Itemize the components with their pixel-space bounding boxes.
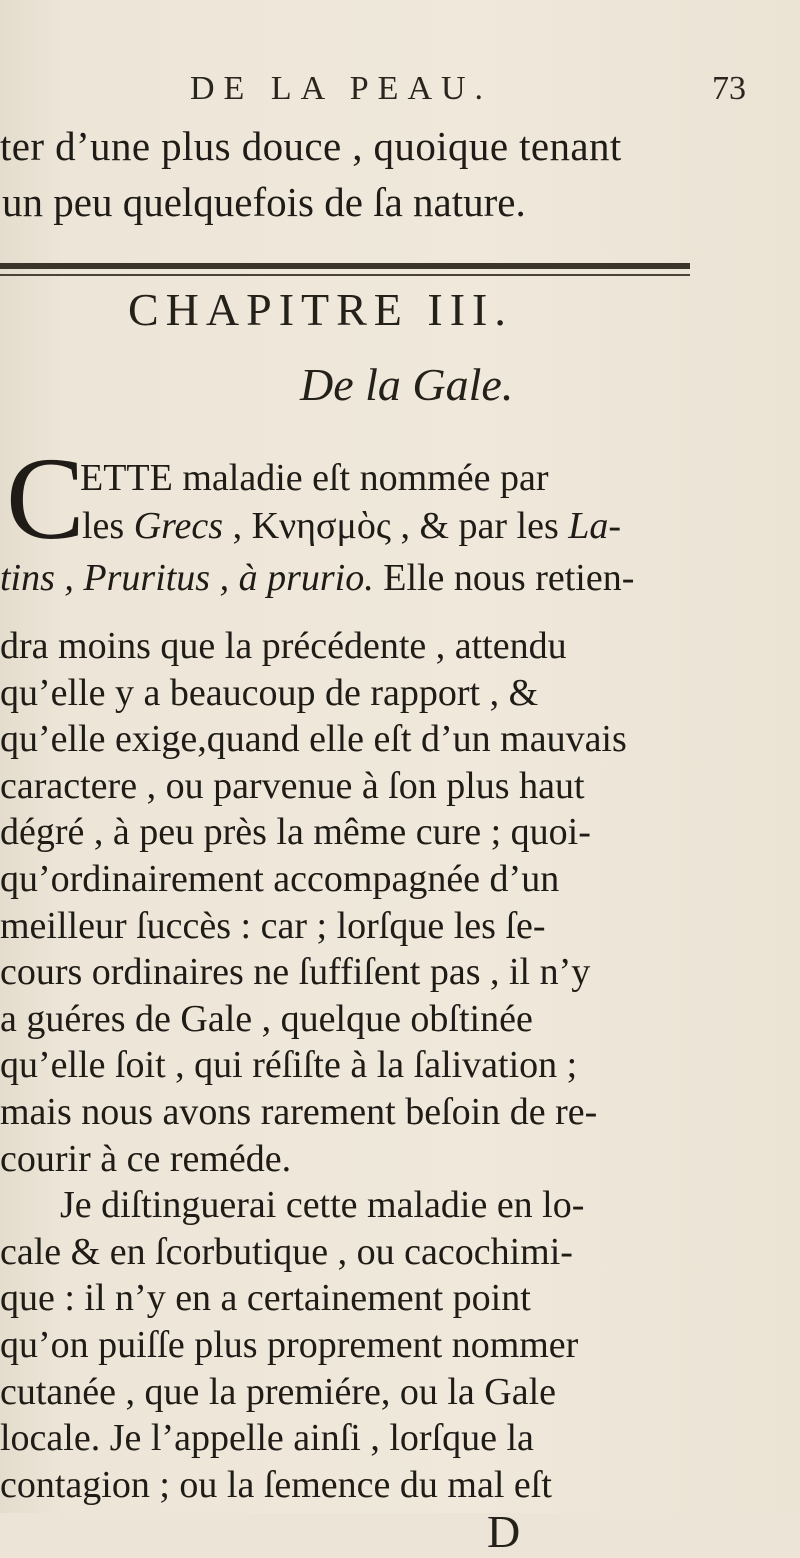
body-line-18: locale. Je l’appelle ainſi , lorſque la — [0, 1417, 534, 1459]
body-line-11: mais nous avons rarement beſoin de re- — [0, 1091, 598, 1133]
page-number: 73 — [712, 70, 746, 107]
body-line-3: qu’elle exige,quand elle eſt d’un mauvais — [0, 718, 627, 760]
opening-line-3 — [0, 556, 634, 600]
opening-line-1: ETTE maladie eſt nommée par — [80, 457, 549, 499]
opening-line-2-part-c: , Κνησμὸς , & par les — [223, 505, 569, 547]
opening-line-3-part-b: Elle nous retien- — [373, 557, 635, 599]
body-line-13: Je diſtinguerai cette maladie en lo- — [60, 1184, 585, 1226]
opening-line-3-latin-terms: tins , Pruritus , à prurio. — [0, 557, 374, 599]
chapter-subtitle: De la Gale. — [300, 359, 514, 410]
page-header — [0, 70, 800, 110]
opening-line-2-greeks: Grecs — [133, 505, 224, 547]
body-line-9: a guéres de Gale , quelque obſtinée — [0, 998, 533, 1040]
body-line-16: qu’on puiſſe plus proprement nommer — [0, 1324, 579, 1366]
body-line-10: qu’elle ſoit , qui réſiſte à la ſalivation ; — [0, 1044, 578, 1086]
body-line-4: caractere , ou parvenue à ſon plus haut — [0, 765, 585, 807]
chapter-title: CHAPITRE III. — [128, 284, 513, 335]
divider-thin-line — [0, 274, 690, 276]
body-line-2: qu’elle y a beaucoup de rapport , & — [0, 672, 539, 714]
catchword: D — [487, 1506, 521, 1557]
body-line-5: dégré , à peu près la même cure ; quoi- — [0, 811, 591, 853]
body-line-7: meilleur ſuccès : car ; lorſque les ſe- — [0, 905, 546, 947]
opening-line-2-latins: La- — [568, 505, 622, 547]
body-line-8: cours ordinaires ne ſuffiſent pas , il n’y — [0, 951, 591, 993]
intro-line-1: ter d’une plus douce , quoique tenant — [0, 123, 622, 169]
opening-line-2-part-a: les — [82, 505, 134, 547]
divider-thick-line — [0, 263, 690, 269]
body-line-12: courir à ce reméde. — [0, 1138, 292, 1180]
body-line-6: qu’ordinairement accompagnée d’un — [0, 858, 560, 900]
body-line-14: cale & en ſcorbutique , ou cacochimi- — [0, 1231, 573, 1273]
section-divider-rule — [0, 263, 690, 279]
running-title: DE LA PEAU. — [190, 70, 493, 107]
body-line-15: que : il n’y en a certainement point — [0, 1277, 531, 1319]
drop-cap-initial: C — [6, 433, 85, 564]
body-line-17: cutanée , que la premiére, ou la Gale — [0, 1371, 556, 1413]
body-line-1: dra moins que la précédente , attendu — [0, 625, 567, 667]
body-line-19: contagion ; ou la ſemence du mal eſt — [0, 1464, 552, 1506]
opening-line-2 — [82, 504, 621, 548]
intro-line-2: un peu quelquefois de ſa nature. — [2, 179, 526, 225]
